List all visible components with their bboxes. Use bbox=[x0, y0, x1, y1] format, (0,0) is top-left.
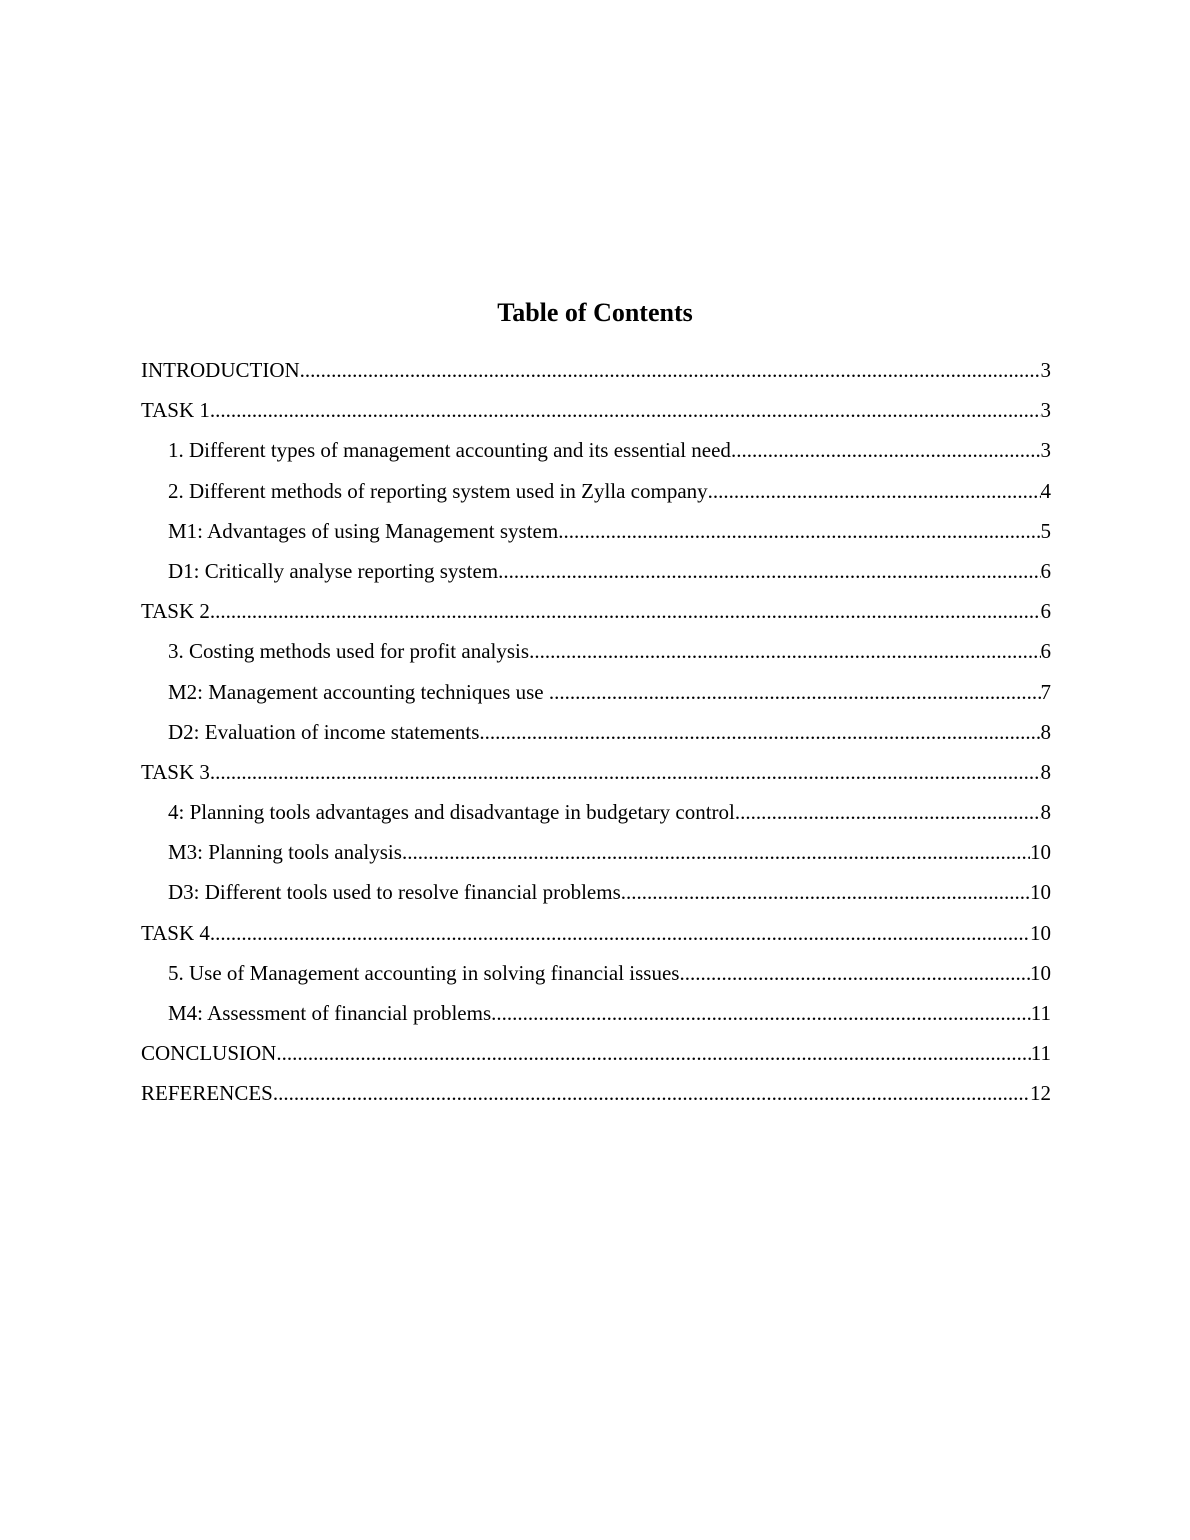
toc-entry-label: TASK 2 bbox=[141, 599, 210, 624]
toc-page-number: 4 bbox=[1040, 478, 1051, 503]
toc-dot-leader bbox=[210, 755, 1041, 789]
toc-entry[interactable] bbox=[141, 715, 1051, 755]
toc-page-number: 6 bbox=[1040, 639, 1051, 664]
toc-entry[interactable] bbox=[141, 996, 1051, 1036]
toc-dot-leader bbox=[273, 1076, 1030, 1110]
toc-dot-leader bbox=[210, 393, 1041, 427]
toc-entry[interactable] bbox=[141, 835, 1051, 875]
toc-entry-label: 3. Costing methods used for profit analysis bbox=[168, 639, 530, 664]
toc-entry-label: D3: Different tools used to resolve financial problems bbox=[168, 880, 621, 905]
toc-page-number: 10 bbox=[1030, 880, 1051, 905]
toc-page-number: 12 bbox=[1030, 1081, 1051, 1106]
toc-entry[interactable] bbox=[141, 956, 1051, 996]
toc-entry-label: M2: Management accounting techniques use bbox=[168, 679, 549, 704]
toc-entry-label: 1. Different types of management accounting and its essential need bbox=[168, 438, 731, 463]
toc-page-number: 6 bbox=[1040, 599, 1051, 624]
toc-entry[interactable] bbox=[141, 554, 1051, 594]
toc-entry[interactable] bbox=[141, 1036, 1051, 1076]
toc-entry[interactable] bbox=[141, 916, 1051, 956]
toc-page-number: 6 bbox=[1040, 558, 1051, 583]
toc-dot-leader bbox=[735, 795, 1041, 829]
toc-dot-leader bbox=[210, 916, 1030, 950]
toc-entry-label: 2. Different methods of reporting system used in Zylla company bbox=[168, 478, 708, 503]
toc-dot-leader bbox=[210, 594, 1041, 628]
toc-entry-label: REFERENCES bbox=[141, 1081, 273, 1106]
toc-page-number: 8 bbox=[1040, 800, 1051, 825]
toc-title: Table of Contents bbox=[497, 298, 693, 327]
toc-dot-leader bbox=[529, 634, 1040, 668]
toc-page-number: 7 bbox=[1040, 679, 1051, 704]
toc-dot-leader bbox=[679, 956, 1030, 990]
toc-dot-leader bbox=[300, 353, 1041, 387]
toc-entry[interactable] bbox=[141, 795, 1051, 835]
toc-dot-leader bbox=[498, 554, 1040, 588]
toc-entry[interactable] bbox=[141, 634, 1051, 674]
toc-page-number: 3 bbox=[1040, 438, 1051, 463]
toc-dot-leader bbox=[708, 474, 1041, 508]
toc-entry[interactable] bbox=[141, 353, 1051, 393]
toc-entry-label: M4: Assessment of financial problems bbox=[168, 1001, 492, 1025]
toc-entry-label: TASK 1 bbox=[141, 398, 210, 423]
toc-page-number: 10 bbox=[1030, 960, 1051, 985]
toc-entry-label: INTRODUCTION bbox=[141, 358, 300, 382]
toc-page-number: 11 bbox=[1030, 1041, 1051, 1066]
toc-entry[interactable] bbox=[141, 755, 1051, 795]
toc-entry-label: TASK 3 bbox=[141, 759, 210, 784]
toc-entry[interactable] bbox=[141, 474, 1051, 514]
toc-dot-leader bbox=[621, 875, 1030, 909]
toc-entry[interactable] bbox=[141, 393, 1051, 433]
toc-entry-label: 5. Use of Management accounting in solving financial issues bbox=[168, 960, 680, 985]
toc-entry-label: M3: Planning tools analysis bbox=[168, 840, 402, 865]
toc-entry[interactable] bbox=[141, 594, 1051, 634]
toc-dot-leader bbox=[558, 514, 1040, 548]
toc-entry[interactable] bbox=[141, 1076, 1051, 1116]
toc-entry-label: 4: Planning tools advantages and disadvantage in budgetary control bbox=[168, 800, 735, 825]
toc-page-number: 10 bbox=[1030, 840, 1051, 865]
toc-page-number: 10 bbox=[1030, 920, 1051, 945]
toc-dot-leader bbox=[549, 675, 1041, 709]
toc-dot-leader bbox=[402, 835, 1030, 869]
toc-entry-label: D2: Evaluation of income statements bbox=[168, 719, 480, 744]
toc-entry-label: TASK 4 bbox=[141, 920, 210, 945]
toc-entry[interactable] bbox=[141, 433, 1051, 473]
toc-page-number: 8 bbox=[1040, 719, 1051, 744]
toc-entry[interactable] bbox=[141, 514, 1051, 554]
toc-entry[interactable] bbox=[141, 675, 1051, 715]
toc-entry-label: M1: Advantages of using Management system bbox=[168, 518, 559, 543]
toc-dot-leader bbox=[491, 996, 1031, 1030]
toc-dot-leader bbox=[276, 1036, 1030, 1070]
toc-dot-leader bbox=[731, 433, 1041, 467]
toc-list bbox=[141, 353, 1051, 1117]
toc-page-number: 11 bbox=[1030, 1001, 1051, 1025]
toc-entry[interactable] bbox=[141, 875, 1051, 915]
toc-page-number: 3 bbox=[1040, 398, 1051, 423]
toc-dot-leader bbox=[479, 715, 1040, 749]
toc-entry-label: CONCLUSION bbox=[141, 1041, 277, 1066]
toc-entry-label: D1: Critically analyse reporting system bbox=[168, 558, 499, 583]
toc-page-number: 5 bbox=[1040, 518, 1051, 543]
toc-page-number: 3 bbox=[1040, 358, 1051, 382]
toc-page-number: 8 bbox=[1040, 759, 1051, 784]
